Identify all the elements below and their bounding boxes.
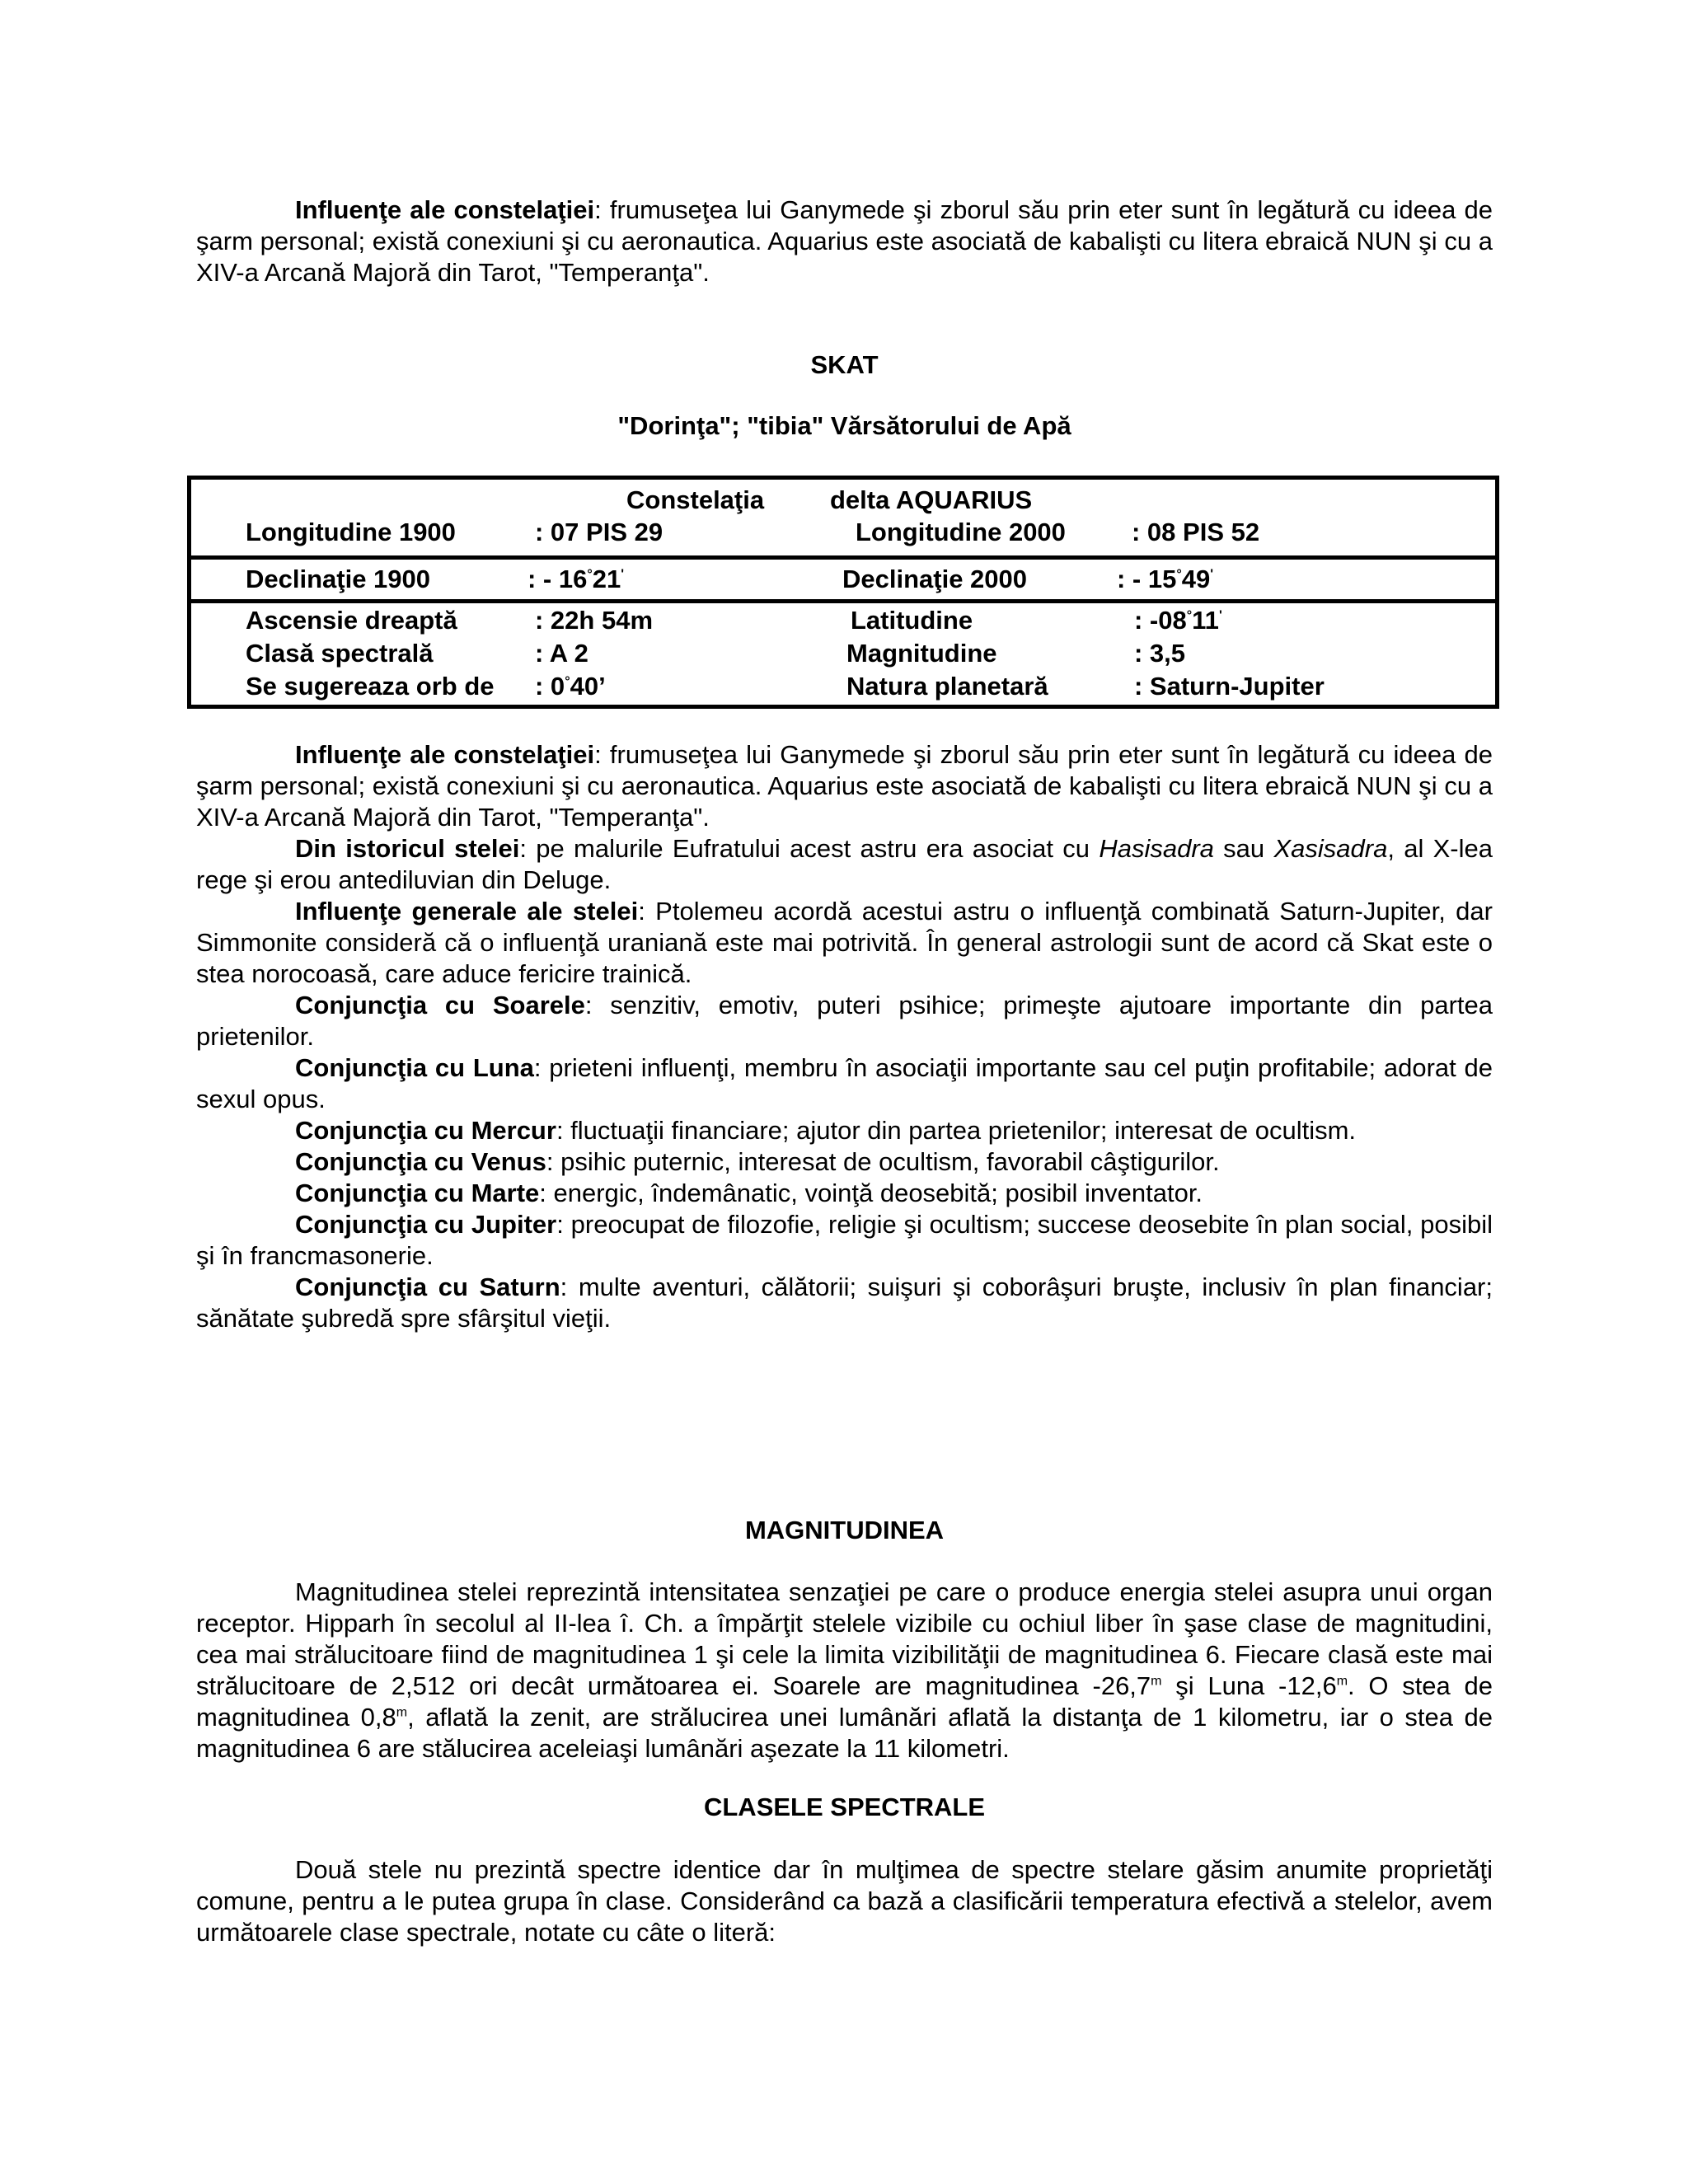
declination-2000-label: Declinaţie 2000 [842, 565, 1028, 593]
spectral-class-value: : A 2 [535, 639, 588, 668]
declination-2000-value: : - 15°49' [1117, 565, 1214, 593]
latitude-value: : -08°11' [1134, 606, 1222, 635]
magnitude-label: Magnitudine [846, 639, 997, 668]
spectral-class-label: Clasă spectrală [246, 639, 434, 668]
constellation-label: Constelaţia [626, 485, 765, 514]
paragraph-constellation-influences: Influenţe ale constelaţiei: frumuseţea lui Ganymede şi zborul său prin eter sunt în legătură cu ideea de şarm personal; există conexiuni şi cu aeronautica. Aquarius este asociată de kabalişti cu litera ebraică NUN şi cu a XIV-a Arcană Majoră din Tarot, "Temperanţa". [196, 740, 1493, 832]
orb-label: Se sugereaza orb de [246, 672, 495, 701]
table-section-declination [191, 560, 1495, 603]
intro-label: Influenţe ale constelaţiei [295, 195, 595, 224]
declination-1900-label: Declinaţie 1900 [246, 565, 431, 593]
star-description [196, 739, 1493, 1334]
longitude-1900-label: Longitudine 1900 [246, 518, 456, 546]
paragraph-conjunction-mercury: Conjuncţia cu Mercur: fluctuaţii financiare; ajutor din partea prietenilor; interesat de ocultism. [295, 1116, 1357, 1145]
constellation-value: delta AQUARIUS [830, 485, 1033, 514]
planetary-nature-label: Natura planetară [846, 672, 1048, 701]
right-ascension-value: : 22h 54m [535, 606, 654, 635]
latitude-label: Latitudine [851, 606, 973, 635]
right-ascension-label: Ascensie dreaptă [246, 606, 457, 635]
orb-value: : 0°40’ [535, 672, 606, 701]
paragraph-general-influences: Influenţe generale ale stelei: Ptolemeu acordă acestui astru o influenţă combinată Saturn-Jupiter, dar Simmonite consideră că o influenţă uraniană este mai potrivită. În general astrologii sunt de acord că Skat este o stea norocoasă, care aduce fericire trainică. [196, 897, 1493, 988]
intro-paragraph [196, 194, 1493, 288]
paragraph-conjunction-mars: Conjuncţia cu Marte: energic, îndemânatic, voinţă deosebită; posibil inventator. [295, 1179, 1203, 1207]
star-subtitle: "Dorinţa"; "tibia" Vărsătorului de Apă [617, 411, 1071, 440]
magnitude-value: : 3,5 [1134, 639, 1186, 668]
table-section-details [191, 603, 1495, 705]
declination-1900-value: : - 16°21' [528, 565, 625, 593]
star-data-table [187, 476, 1499, 709]
longitude-2000-label: Longitudine 2000 [856, 518, 1066, 546]
spectral-heading: CLASELE SPECTRALE [703, 1793, 986, 1821]
magnitude-paragraph: Magnitudinea stelei reprezintă intensitatea senzaţiei pe care o produce energia stelei asupra unui organ receptor. Hipparh în secolul al II-lea î. Ch. a împărţit stelele vizibile cu ochiul liber în şase clase de magnitudini, cea mai strălucitoare fiind de magnitudinea 1 şi cele la limita vizibilităţii de magnitudinea 6. Fiecare clasă este mai strălucitoare de 2,512 ori decât următoarea ei. Soarele are magnitudinea -26,7$^m$ şi Luna -12,6$^m$. O stea de magnitudinea 0,8$^m$, aflată la zenit, are strălucirea unei lumânări aflată la distanţa de 1 kilometru, iar o stea de magnitudinea 6 are stălucirea aceleiaşi lumânări aşezate la 11 kilometri. [196, 1577, 1493, 1763]
paragraph-conjunction-venus: Conjuncţia cu Venus: psihic puternic, interesat de ocultism, favorabil câştigurilor. [295, 1147, 1220, 1176]
spectral-paragraph: Două stele nu prezintă spectre identice dar în mulţimea de spectre stelare găsim anumite proprietăţi comune, pentru a le putea grupa în clase. Considerând ca bază a clasificării temperatura efectivă a stelelor, avem următoarele clase spectrale, notate cu câte o literă: [196, 1855, 1493, 1947]
paragraph-conjunction-sun: Conjuncţia cu Soarele: senzitiv, emotiv, puteri psihice; primeşte ajutoare importante din partea prietenilor. [196, 991, 1493, 1051]
planetary-nature-value: : Saturn-Jupiter [1134, 672, 1325, 701]
paragraph-conjunction-jupiter: Conjuncţia cu Jupiter: preocupat de filozofie, religie şi ocultism; succese deosebite în plan social, posibil şi în francmasonerie. [196, 1210, 1493, 1270]
longitude-2000-value: : 08 PIS 52 [1132, 518, 1260, 546]
paragraph-star-history: Din istoricul stelei: pe malurile Eufratului acest astru era asociat cu Hasisadra sau Xasisadra, al X-lea rege şi erou antediluvian din Deluge. [196, 834, 1493, 894]
longitude-1900-value: : 07 PIS 29 [535, 518, 663, 546]
intro-text: : frumuseţea lui Ganymede şi zborul său prin eter sunt în legătură cu ideea de şarm personal; există conexiuni şi cu aeronautica. Aquarius este asociată de kabalişti cu litera ebraică NUN şi cu a XIV-a Arcană Majoră din Tarot, "Temperanţa". [196, 195, 1493, 287]
table-section-longitude [191, 480, 1495, 560]
star-title: SKAT [810, 350, 879, 379]
paragraph-conjunction-saturn: Conjuncţia cu Saturn: multe aventuri, călătorii; suişuri şi coborâşuri bruşte, inclusiv în plan financiar; sănătate şubredă spre sfârşitul vieţii. [196, 1272, 1493, 1333]
magnitude-heading: MAGNITUDINEA [744, 1516, 945, 1544]
paragraph-conjunction-moon: Conjuncţia cu Luna: prieteni influenţi, membru în asociaţii importante sau cel puţin profitabile; adorat de sexul opus. [196, 1053, 1493, 1113]
